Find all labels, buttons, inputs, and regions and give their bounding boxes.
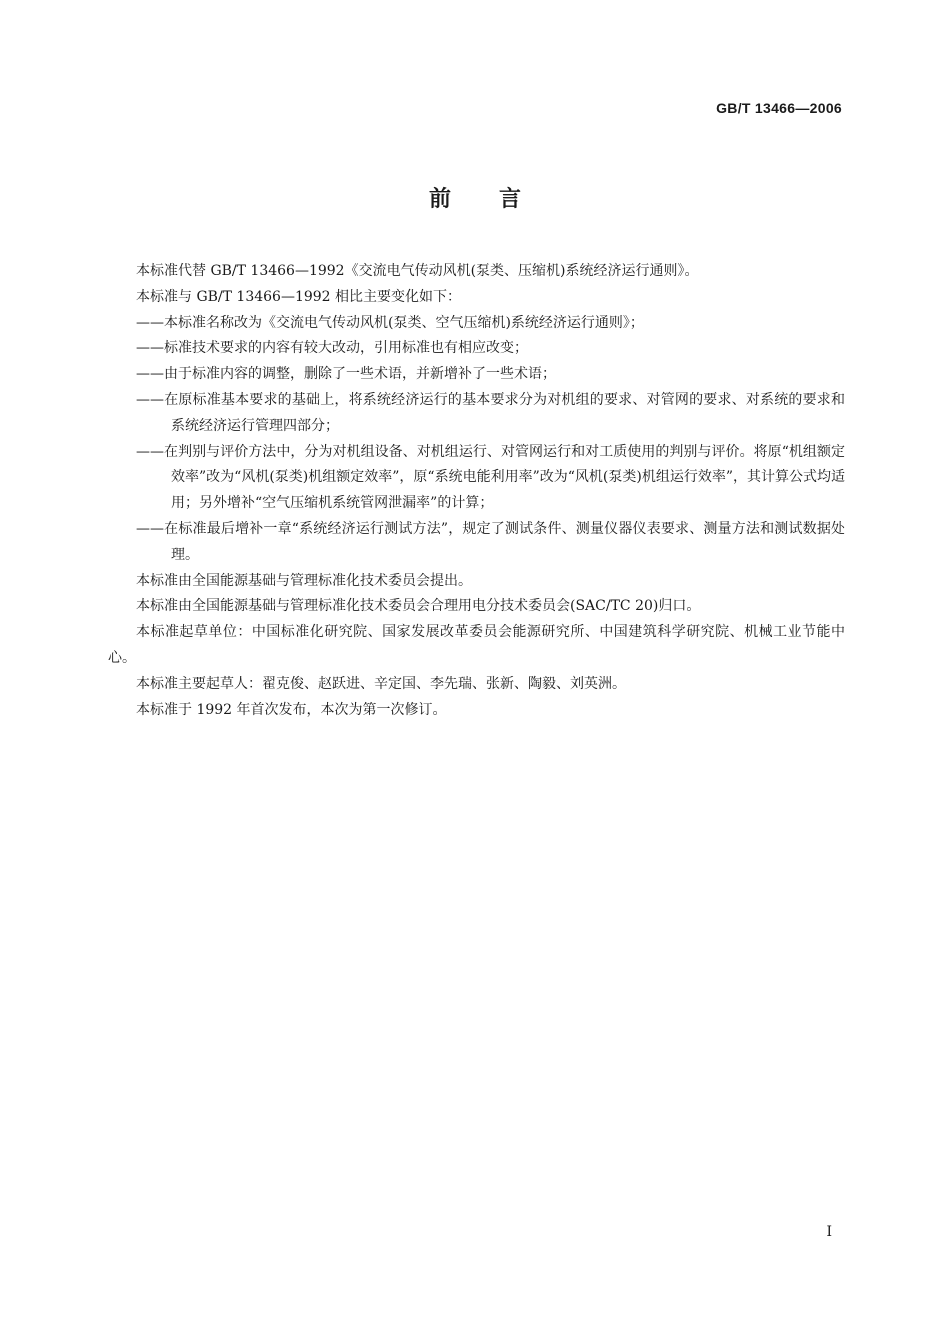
- administration-statement: 本标准由全国能源基础与管理标准化技术委员会合理用电分技术委员会(SAC/TC 20)归口。: [136, 598, 701, 615]
- title-char-2: 言: [499, 187, 522, 212]
- page-title: [0, 182, 950, 213]
- proposer-statement: 本标准由全国能源基础与管理标准化技术委员会提出。: [136, 572, 472, 589]
- title-char-1: 前: [428, 187, 451, 212]
- change-item: ——在标准最后增补一章“系统经济运行测试方法”，规定了测试条件、测量仪器仪表要求、测量方法和测试数据处理。: [136, 520, 845, 563]
- changes-intro: 本标准与 GB/T 13466—1992 相比主要变化如下：: [136, 288, 462, 305]
- standard-code: GB/T 13466—2006: [716, 100, 842, 116]
- drafters: 本标准主要起草人：翟克俊、赵跃进、辛定国、李先瑞、张新、陶毅、刘英洲。: [136, 675, 626, 692]
- page-number: I: [826, 1224, 832, 1240]
- change-item: ——在原标准基本要求的基础上，将系统经济运行的基本要求分为对机组的要求、对管网的要求、对系统的要求和系统经济运行管理四部分；: [136, 391, 845, 434]
- change-item: ——在判别与评价方法中，分为对机组设备、对机组运行、对管网运行和对工质使用的判别与评价。将原“机组额定效率”改为“风机(泵类)机组额定效率”，原“系统电能利用率”改为“风机(泵类)机组运行效率”，其计算公式均适用；另外增补“空气压缩机系统管网泄漏率”的计算；: [136, 443, 845, 512]
- replacement-statement: 本标准代替 GB/T 13466—1992《交流电气传动风机(泵类、压缩机)系统经济运行通则》。: [136, 263, 699, 279]
- change-item: ——标准技术要求的内容有较大改动，引用标准也有相应改变；: [136, 340, 528, 357]
- change-item: ——本标准名称改为《交流电气传动风机(泵类、空气压缩机)系统经济运行通则》；: [136, 314, 644, 331]
- foreword-body: [108, 259, 845, 723]
- change-item: ——由于标准内容的调整，删除了一些术语，并新增补了一些术语；: [136, 366, 556, 383]
- release-history: 本标准于 1992 年首次发布，本次为第一次修订。: [136, 701, 447, 718]
- drafting-units: 本标准起草单位：中国标准化研究院、国家发展改革委员会能源研究所、中国建筑科学研究院、机械工业节能中心。: [108, 624, 845, 666]
